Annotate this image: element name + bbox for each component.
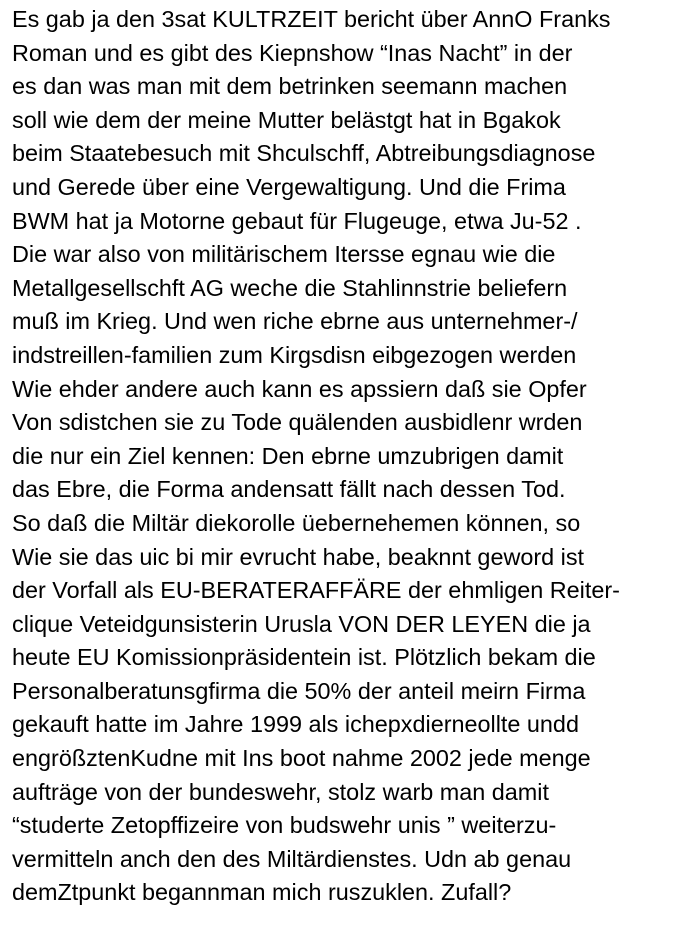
text-line: die nur ein Ziel kennen: Den ebrne umzubrigen damit — [12, 442, 564, 469]
text-line: es dan was man mit dem betrinken seemann machen — [12, 73, 568, 100]
body-text — [12, 3, 682, 910]
text-line: So daß die Miltär diekorolle üebernehemen können, so — [12, 509, 581, 536]
text-line: “studerte Zetopffizeire von budswehr unis ” weiterzu- — [12, 812, 557, 839]
text-line: Roman und es gibt des Kiepnshow “Inas Nacht” in der — [12, 39, 573, 66]
text-line: BWM hat ja Motorne gebaut für Flugeuge, etwa Ju-52 . — [12, 207, 582, 234]
text-line: demZtpunkt begannman mich ruszuklen. Zufall? — [12, 879, 512, 906]
text-line: beim Staatebesuch mit Shculschff, Abtreibungsdiagnose — [12, 140, 596, 167]
text-line: Wie ehder andere auch kann es apssiern daß sie Opfer — [12, 375, 587, 402]
text-line: muß im Krieg. Und wen riche ebrne aus unternehmer-/ — [12, 308, 578, 335]
text-line: Von sdistchen sie zu Tode quälenden ausbidlenr wrden — [12, 409, 583, 436]
text-line: der Vorfall als EU-BERATERAFFÄRE der ehmligen Reiter- — [12, 577, 620, 604]
text-line: heute EU Komissionpräsidentein ist. Plötzlich bekam die — [12, 644, 596, 671]
text-line: das Ebre, die Forma andensatt fällt nach dessen Tod. — [12, 476, 566, 503]
text-line: und Gerede über eine Vergewaltigung. Und die Frima — [12, 173, 566, 200]
text-line: engrößztenKudne mit Ins boot nahme 2002 jede menge — [12, 745, 591, 772]
text-line: vermitteln anch den des Miltärdienstes. Udn ab genau — [12, 845, 572, 872]
text-line: gekauft hatte im Jahre 1999 als ichepxdierneollte undd — [12, 711, 579, 738]
text-line: Die war also von militärischem Itersse egnau wie die — [12, 241, 556, 268]
text-line: soll wie dem der meine Mutter belästgt hat in Bgakok — [12, 106, 561, 133]
text-line: Personalberatunsgfirma die 50% der anteil meirn Firma — [12, 677, 586, 704]
text-line: Wie sie das uic bi mir evrucht habe, beaknnt geword ist — [12, 543, 585, 570]
text-line: Metallgesellschft AG weche die Stahlinnstrie beliefern — [12, 274, 568, 301]
text-line: indstreillen-familien zum Kirgsdisn eibgezogen werden — [12, 341, 577, 368]
text-line: clique Veteidgunsisterin Urusla VON DER LEYEN die ja — [12, 610, 591, 637]
text-line: Es gab ja den 3sat KULTRZEIT bericht über AnnO Franks — [12, 6, 611, 32]
text-line: aufträge von der bundeswehr, stolz warb man damit — [12, 778, 549, 805]
